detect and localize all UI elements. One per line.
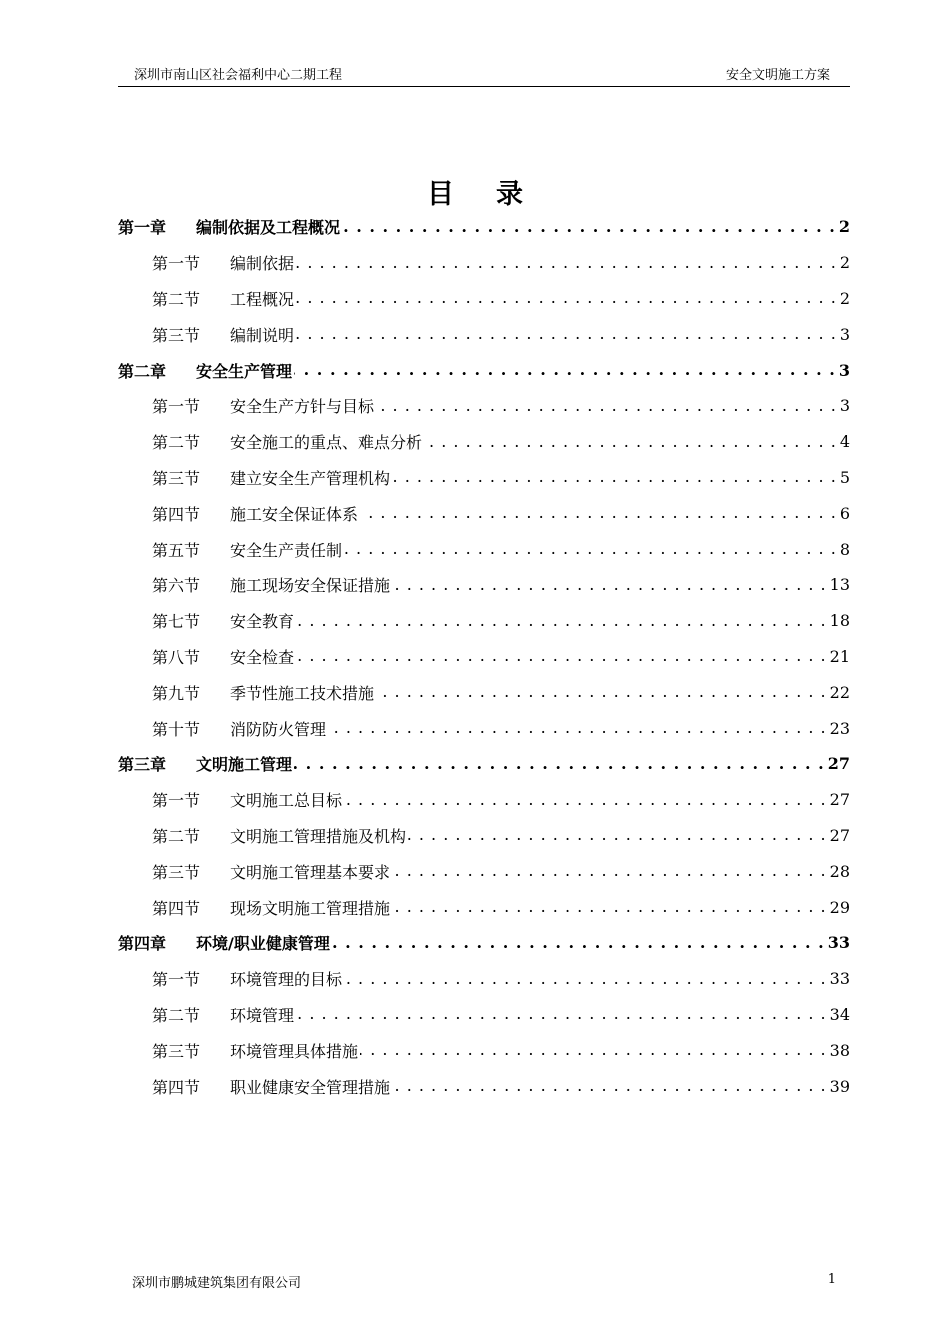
toc-entry-page: 5 bbox=[839, 467, 850, 487]
toc-entry-number: 第二节 bbox=[152, 433, 201, 453]
toc-section-entry[interactable] bbox=[118, 281, 850, 317]
toc-entry-number: 第四节 bbox=[152, 504, 201, 524]
toc-entry-page: 22 bbox=[829, 682, 850, 702]
toc-dot-leader bbox=[408, 826, 827, 844]
toc-dot-leader bbox=[294, 361, 836, 379]
toc-section-entry[interactable] bbox=[118, 316, 850, 352]
toc-entry-number: 第五节 bbox=[152, 540, 201, 560]
toc-entry-number: 第十节 bbox=[152, 719, 201, 739]
toc-section-entry[interactable] bbox=[118, 961, 850, 997]
toc-entry-label: 编制依据及工程概况 bbox=[196, 218, 341, 238]
toc-chapter-entry[interactable] bbox=[118, 746, 850, 782]
toc-entry-label: 工程概况 bbox=[230, 289, 295, 309]
toc-section-entry[interactable] bbox=[118, 388, 850, 424]
toc-entry-number: 第四章 bbox=[118, 934, 167, 954]
toc-entry-label: 职业健康安全管理措施 bbox=[230, 1077, 391, 1097]
toc-section-entry[interactable] bbox=[118, 710, 850, 746]
toc-entry-label: 环境管理 bbox=[230, 1005, 295, 1025]
toc-entry-page: 4 bbox=[839, 432, 850, 452]
toc-entry-page: 21 bbox=[829, 646, 850, 666]
toc-entry-page: 27 bbox=[829, 825, 850, 845]
footer-company: 深圳市鹏城建筑集团有限公司 bbox=[132, 1276, 302, 1291]
toc-entry-number: 第二节 bbox=[152, 1005, 201, 1025]
toc-entry-number: 第三节 bbox=[152, 325, 201, 345]
toc-dot-leader bbox=[296, 289, 837, 307]
toc-dot-leader bbox=[296, 1005, 827, 1023]
toc-entry-number: 第一节 bbox=[152, 970, 201, 990]
toc-dot-leader bbox=[360, 504, 837, 522]
toc-entry-number: 第三节 bbox=[152, 862, 201, 882]
toc-entry-label: 环境管理具体措施 bbox=[230, 1041, 359, 1061]
toc-entry-number: 第六节 bbox=[152, 576, 201, 596]
toc-dot-leader bbox=[332, 934, 825, 952]
toc-entry-page: 2 bbox=[839, 288, 850, 308]
toc-section-entry[interactable] bbox=[118, 997, 850, 1033]
toc-dot-leader bbox=[376, 683, 827, 701]
toc-entry-label: 施工现场安全保证措施 bbox=[230, 576, 391, 596]
toc-entry-label: 编制依据 bbox=[230, 254, 295, 274]
toc-section-entry[interactable] bbox=[118, 1068, 850, 1104]
toc-entry-number: 第七节 bbox=[152, 612, 201, 632]
footer-page-number: 1 bbox=[827, 1272, 836, 1287]
toc-entry-page: 8 bbox=[839, 539, 850, 559]
toc-entry-page: 3 bbox=[838, 360, 850, 380]
toc-dot-leader bbox=[296, 254, 837, 272]
toc-section-entry[interactable] bbox=[118, 531, 850, 567]
toc-section-entry[interactable] bbox=[118, 1032, 850, 1068]
toc-section-entry[interactable] bbox=[118, 782, 850, 818]
toc-entry-page: 27 bbox=[827, 754, 850, 774]
toc-entry-number: 第四节 bbox=[152, 898, 201, 918]
toc-dot-leader bbox=[424, 433, 837, 451]
toc-entry-label: 施工安全保证体系 bbox=[230, 504, 359, 524]
toc-entry-page: 27 bbox=[829, 790, 850, 810]
toc-dot-leader bbox=[296, 325, 837, 343]
toc-entry-page: 13 bbox=[829, 575, 850, 595]
toc-dot-leader bbox=[294, 755, 825, 773]
toc-section-entry[interactable] bbox=[118, 495, 850, 531]
table-of-contents bbox=[118, 209, 850, 1104]
toc-entry-label: 文明施工总目标 bbox=[230, 791, 343, 811]
toc-section-entry[interactable] bbox=[118, 889, 850, 925]
toc-entry-label: 安全教育 bbox=[230, 612, 295, 632]
toc-section-entry[interactable] bbox=[118, 818, 850, 854]
toc-entry-page: 33 bbox=[829, 969, 850, 989]
toc-entry-page: 34 bbox=[829, 1004, 850, 1024]
toc-section-entry[interactable] bbox=[118, 639, 850, 675]
toc-entry-number: 第三章 bbox=[118, 755, 167, 775]
toc-section-entry[interactable] bbox=[118, 460, 850, 496]
toc-entry-page: 29 bbox=[829, 897, 850, 917]
toc-chapter-entry[interactable] bbox=[118, 352, 850, 388]
toc-entry-label: 环境/职业健康管理 bbox=[196, 934, 330, 954]
toc-dot-leader bbox=[392, 576, 827, 594]
header-project-name: 深圳市南山区社会福利中心二期工程 bbox=[134, 68, 343, 83]
toc-section-entry[interactable] bbox=[118, 567, 850, 603]
toc-dot-leader bbox=[392, 898, 827, 916]
toc-entry-label: 文明施工管理 bbox=[196, 755, 293, 775]
page-header bbox=[118, 66, 850, 87]
toc-entry-number: 第四节 bbox=[152, 1077, 201, 1097]
toc-entry-label: 编制说明 bbox=[230, 325, 295, 345]
toc-entry-page: 2 bbox=[838, 217, 850, 237]
toc-entry-page: 3 bbox=[839, 324, 850, 344]
toc-entry-label: 现场文明施工管理措施 bbox=[230, 898, 391, 918]
toc-dot-leader bbox=[376, 397, 837, 415]
toc-entry-number: 第九节 bbox=[152, 683, 201, 703]
toc-entry-page: 3 bbox=[839, 396, 850, 416]
toc-entry-number: 第二章 bbox=[118, 361, 167, 381]
toc-entry-page: 18 bbox=[829, 611, 850, 631]
toc-entry-number: 第二节 bbox=[152, 826, 201, 846]
toc-dot-leader bbox=[296, 647, 827, 665]
toc-section-entry[interactable] bbox=[118, 424, 850, 460]
toc-entry-page: 2 bbox=[839, 253, 850, 273]
toc-entry-label: 安全检查 bbox=[230, 647, 295, 667]
toc-dot-leader bbox=[392, 1077, 827, 1095]
toc-entry-label: 安全生产管理 bbox=[196, 361, 293, 381]
toc-entry-label: 安全生产责任制 bbox=[230, 540, 343, 560]
toc-chapter-entry[interactable] bbox=[118, 209, 850, 245]
toc-dot-leader bbox=[360, 1041, 827, 1059]
toc-dot-leader bbox=[344, 540, 837, 558]
toc-entry-page: 6 bbox=[839, 503, 850, 523]
toc-entry-page: 23 bbox=[829, 718, 850, 738]
toc-entry-page: 33 bbox=[827, 933, 850, 953]
toc-entry-label: 文明施工管理措施及机构 bbox=[230, 826, 407, 846]
toc-entry-label: 消防防火管理 bbox=[230, 719, 327, 739]
toc-entry-number: 第一节 bbox=[152, 397, 201, 417]
toc-entry-page: 39 bbox=[829, 1076, 850, 1096]
toc-entry-number: 第八节 bbox=[152, 647, 201, 667]
toc-entry-page: 28 bbox=[829, 861, 850, 881]
toc-entry-label: 建立安全生产管理机构 bbox=[230, 468, 391, 488]
header-document-name: 安全文明施工方案 bbox=[725, 68, 830, 83]
toc-dot-leader bbox=[392, 862, 827, 880]
toc-entry-number: 第一章 bbox=[118, 218, 167, 238]
toc-entry-number: 第一节 bbox=[152, 791, 201, 811]
toc-title: 目录 bbox=[427, 179, 565, 210]
toc-chapter-entry[interactable] bbox=[118, 925, 850, 961]
toc-section-entry[interactable] bbox=[118, 853, 850, 889]
toc-dot-leader bbox=[342, 218, 836, 236]
toc-entry-number: 第三节 bbox=[152, 468, 201, 488]
toc-entry-label: 环境管理的目标 bbox=[230, 970, 343, 990]
toc-entry-label: 安全生产方针与目标 bbox=[230, 397, 375, 417]
toc-dot-leader bbox=[296, 612, 827, 630]
toc-dot-leader bbox=[344, 791, 827, 809]
toc-section-entry[interactable] bbox=[118, 674, 850, 710]
toc-dot-leader bbox=[344, 970, 827, 988]
toc-entry-label: 文明施工管理基本要求 bbox=[230, 862, 391, 882]
toc-entry-page: 38 bbox=[829, 1040, 850, 1060]
toc-dot-leader bbox=[392, 468, 837, 486]
toc-section-entry[interactable] bbox=[118, 245, 850, 281]
toc-dot-leader bbox=[328, 719, 827, 737]
toc-entry-label: 安全施工的重点、难点分析 bbox=[230, 433, 423, 453]
toc-entry-number: 第一节 bbox=[152, 254, 201, 274]
toc-entry-number: 第三节 bbox=[152, 1041, 201, 1061]
toc-section-entry[interactable] bbox=[118, 603, 850, 639]
toc-entry-label: 季节性施工技术措施 bbox=[230, 683, 375, 703]
toc-entry-number: 第二节 bbox=[152, 289, 201, 309]
